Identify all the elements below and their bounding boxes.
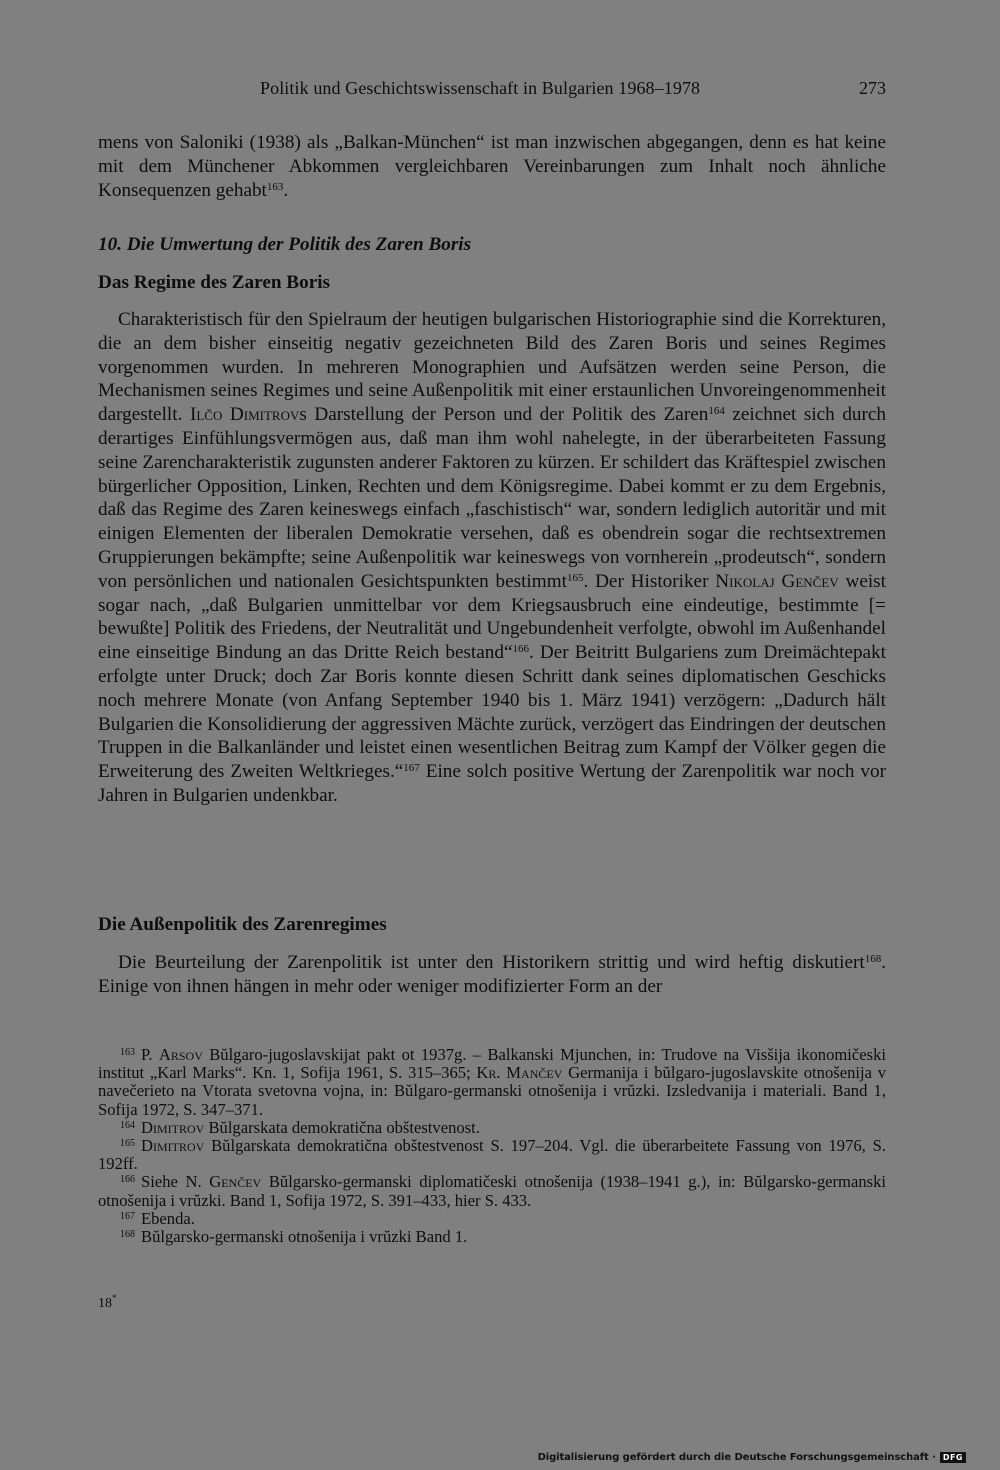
text-run: Eine solch positive Wertung der Zarenpolitik war noch vor Jahren in Bulgarien undenkbar. bbox=[98, 761, 886, 806]
body-paragraph-foreign-policy bbox=[98, 951, 886, 999]
text-run: Ebenda. bbox=[141, 1208, 195, 1228]
subsection-heading-foreign-policy: Die Außenpolitik des Zarenregimes bbox=[98, 914, 387, 935]
footnote-165 bbox=[98, 1137, 886, 1173]
text-run: Bŭlgarsko-germanski otnošenija i vrŭzki Band 1. bbox=[141, 1227, 468, 1247]
running-title: Politik und Geschichtswissenschaft in Bulgarien 1968–1978 bbox=[260, 78, 701, 98]
credit-text: Digitalisierung gefördert durch die Deutsche Forschungsgemeinschaft · bbox=[537, 1452, 936, 1463]
text-run: . Der Beitritt Bulgariens zum Dreimächtepakt erfolgte unter Druck; doch Zar Boris konnte diesen Schritt dank seines diplomatischen Geschicks noch mehrere Monate (von Anfang September 1940 bis 1. März 1941) verzögern: „Dadurch hält Bulgarien die Konsolidierung der aggressiven Mächte zurück, verzögert das Eindringen der deutschen Truppen in die Balkanländer und leistet einen wesentlichen Beitrag zum Kampf der Völker gegen die Erweiterung des Zweiten Weltkrieges.“ bbox=[98, 642, 886, 783]
intro-end: . bbox=[283, 179, 289, 201]
text-run: Bŭlgaro-jugoslavskijat pakt ot 1937g. – Balkanski Mjunchen, in: Trudove na Visšija ikonomičeski institut „Karl Marks“. Kn. 1, Sofija 1961, S. 315–365; bbox=[98, 1045, 886, 1083]
footnote-number: 163 bbox=[120, 1047, 135, 1058]
text-run: Bŭlgarskata demokratična obštestvenost S. 197–204. Vgl. die überarbeitete Fassung von 1976, S. 192ff. bbox=[98, 1136, 886, 1174]
text-run: zeichnet sich durch derartiges Einfühlungsvermögen aus, daß man ihm wohl nahelegte, in der überarbeiteten Fassung seine Zarencharakteristik zugunsten anderer Faktoren zu kürzen. Er schildert das Kräftespiel zwischen bürgerlicher Opposition, Linken, Rechten und dem Königsregime. Dabei kommt er zu dem Ergebnis, daß das Regime des Zaren keineswegs einfach „faschistisch“ war, sondern lediglich autoritär und mit einigen Elementen der liberalen Demokratie versehen, daß es obendrein sogar die rechtsextremen Gruppierungen bekämpfte; seine Außenpolitik war keineswegs von vornherein „prodeutsch“, sondern von persönlichen und nationalen Gesichtspunkten bestimmt bbox=[98, 404, 887, 592]
text-run: Die Beurteilung der Zarenpolitik ist unter den Historikern strittig und wird heftig diskutiert bbox=[118, 952, 865, 973]
footnote-number: 166 bbox=[120, 1174, 135, 1186]
text-run: Bŭlgarsko-germanski diplomatičeski otnošenija (1938–1941 g.), in: Bŭlgarsko-germanski otnošenija i vrŭzki. Band 1, Sofija 1972, S. 391–433, hier S. 433. bbox=[98, 1172, 886, 1210]
signature-mark: * bbox=[112, 1293, 117, 1303]
author-name: Dimitrov bbox=[141, 1136, 205, 1156]
author-name: Kr. Mančev bbox=[476, 1063, 563, 1083]
author-name: Arsov bbox=[158, 1045, 203, 1064]
body-paragraph-regime bbox=[98, 308, 886, 808]
signature-number: 18 bbox=[98, 1296, 112, 1311]
dfg-logo-icon: DFG bbox=[940, 1452, 966, 1463]
author-name: Nikolaj Genčev bbox=[715, 570, 839, 592]
text-run: Charakteristisch für den Spielraum der heutigen bulgarischen Historiographie sind die Korrekturen, die an dem bisher einseitig negativ gezeichneten Bild des Zaren Boris und seines Regimes vorgenommen wurden. In mehreren Monographien und Aufsätzen werden seine Person, die Mechanismen seines Regimes und seine Außenpolitik mit einer erstaunlichen Unvoreingenommenheit dargestellt. bbox=[98, 309, 886, 426]
page-number: 273 bbox=[859, 78, 886, 98]
footnotes bbox=[98, 1046, 886, 1246]
text-run: Bŭlgarskata demokratična obštestvenost. bbox=[204, 1117, 480, 1137]
running-header bbox=[98, 78, 886, 104]
footnote-ref[interactable]: 164 bbox=[708, 405, 725, 418]
footnote-ref[interactable]: 167 bbox=[403, 762, 420, 775]
intro-paragraph bbox=[98, 131, 886, 202]
intro-text: mens von Saloniki (1938) als „Balkan-München“ ist man inzwischen abgegangen, denn es hat keine mit dem Münchener Abkommen vergleichbaren Vereinbarungen zum Inhalt noch ähnliche Konsequenzen gehabt bbox=[98, 132, 886, 201]
footnote-166 bbox=[98, 1173, 886, 1209]
footnote-167 bbox=[98, 1210, 886, 1228]
subsection-heading-regime: Das Regime des Zaren Boris bbox=[98, 272, 331, 293]
footnote-163 bbox=[98, 1046, 886, 1119]
text-run: . Der Historiker bbox=[583, 570, 716, 592]
author-name: Ilčo Dimitrov bbox=[189, 404, 300, 426]
text-run: . Einige von ihnen hängen in mehr oder weniger modifizierter Form an der bbox=[98, 952, 886, 997]
footnote-ref[interactable]: 166 bbox=[512, 643, 529, 656]
footnote-ref[interactable]: 163 bbox=[266, 180, 284, 193]
digitization-credit bbox=[538, 1452, 966, 1463]
text-run: P. bbox=[141, 1045, 159, 1064]
footnote-164 bbox=[98, 1119, 886, 1137]
author-name: Genčev bbox=[209, 1172, 262, 1192]
footnote-168 bbox=[98, 1228, 886, 1246]
footnote-number: 168 bbox=[120, 1229, 135, 1241]
text-run: weist sogar nach, „daß Bulgarien unmittelbar vor dem Kriegsausbruch eine eindeutige, bestimmte [= bewußte] Politik des Friedens, der Neutralität und Ungebundenheit verfolgte, obwohl im Außenhandel eine einseitige Bindung an das Dritte Reich bestand“ bbox=[98, 570, 886, 664]
printer-signature bbox=[98, 1293, 117, 1312]
text-run: Siehe N. bbox=[141, 1172, 210, 1192]
footnote-number: 165 bbox=[120, 1138, 135, 1150]
text-run: s Darstellung der Person und der Politik des Zaren bbox=[299, 404, 709, 426]
section-heading: 10. Die Umwertung der Politik des Zaren Boris bbox=[98, 234, 472, 255]
footnote-number: 164 bbox=[120, 1119, 135, 1131]
text-run: Germanija i bŭlgaro-jugoslavskite otnošenija v navečerieto na Vtorata svetovna vojna, in: Bŭlgaro-germanski otnošenija i vrŭzki. Izsledvanija i materiali. Band 1, Sofija 1972, S. 347–371. bbox=[98, 1063, 887, 1119]
footnote-ref[interactable]: 165 bbox=[566, 571, 584, 584]
footnote-ref[interactable]: 168 bbox=[864, 953, 882, 965]
author-name: Dimitrov bbox=[141, 1117, 205, 1137]
footnote-number: 167 bbox=[120, 1210, 135, 1222]
